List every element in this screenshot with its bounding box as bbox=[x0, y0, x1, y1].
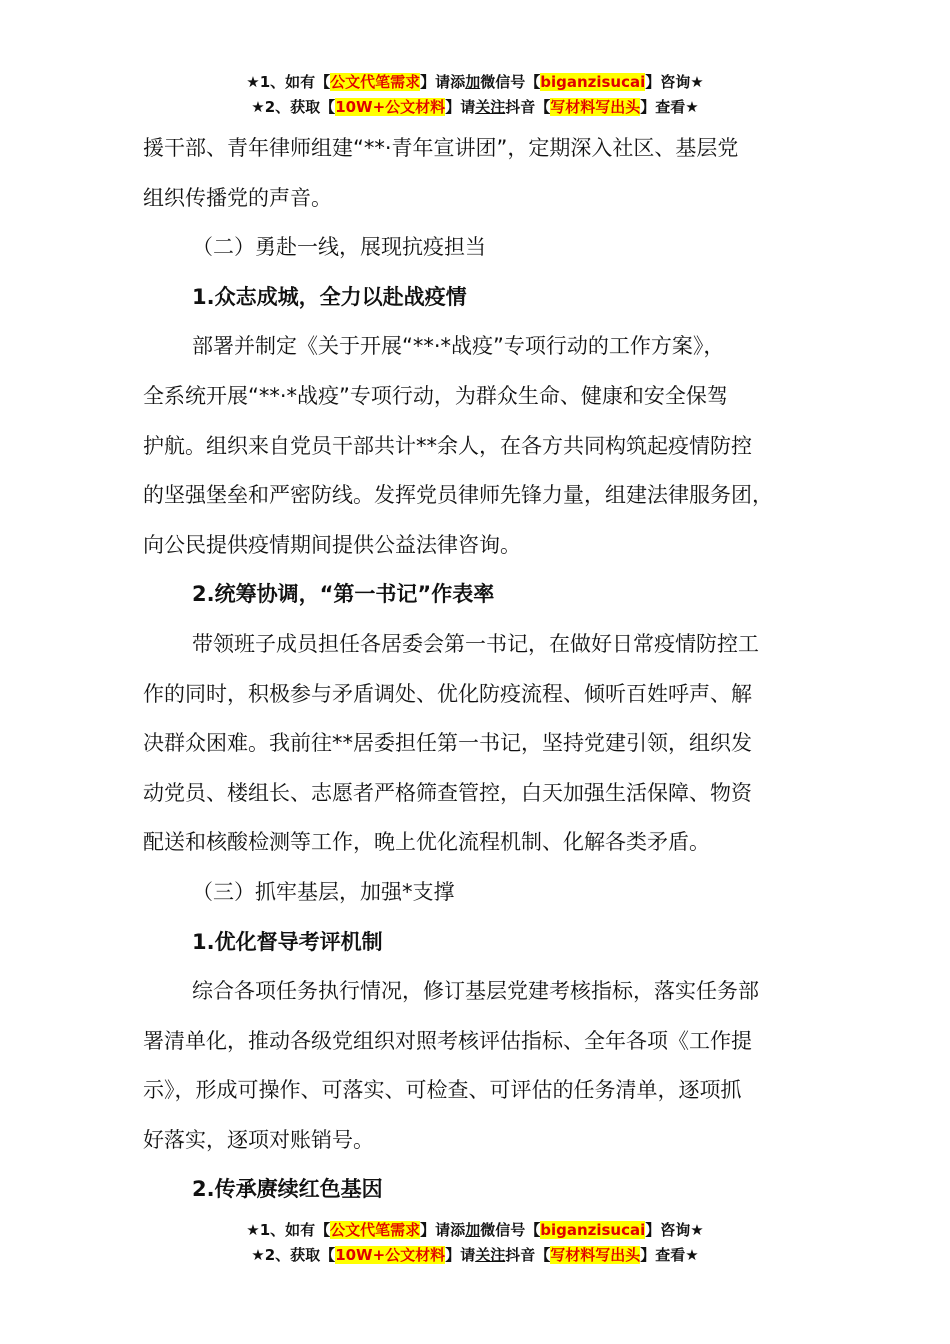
banner-wechat-id: biganzisucai bbox=[540, 1221, 646, 1239]
paragraph-line: 动党员、楼组长、志愿者严格筛查管控，白天加强生活保障、物资 bbox=[143, 780, 752, 805]
banner-text: 微信号【 bbox=[480, 73, 541, 91]
banner-text: 抖音【 bbox=[505, 98, 551, 116]
banner-text: 加 bbox=[465, 1221, 481, 1239]
section-title: （二）勇赴一线，展现抗疫担当 bbox=[192, 235, 486, 260]
paragraph-line: 的坚强堡垒和严密防线。发挥党员律师先锋力量，组建法律服务团， bbox=[143, 483, 773, 508]
banner-text: 】请添 bbox=[420, 73, 466, 91]
banner-douyin-id: 写材料写出头 bbox=[550, 98, 641, 116]
banner-text: ★2、获取【 bbox=[251, 98, 336, 116]
banner-line-2 bbox=[0, 95, 950, 120]
banner-douyin-id: 写材料写出头 bbox=[550, 1246, 641, 1264]
paragraph-line: 决群众困难。我前往**居委担任第一书记，坚持党建引领，组织发 bbox=[143, 731, 752, 756]
paragraph-line: 综合各项任务执行情况，修订基层党建考核指标，落实任务部 bbox=[192, 979, 759, 1004]
banner-text: 】咨询★ bbox=[645, 1221, 704, 1239]
paragraph-line: 带领班子成员担任各居委会第一书记，在做好日常疫情防控工 bbox=[192, 631, 759, 656]
banner-text: 】咨询★ bbox=[645, 73, 704, 91]
paragraph-line: 全系统开展“**·*战疫”专项行动，为群众生命、健康和安全保驾 bbox=[143, 383, 728, 408]
banner-line-1 bbox=[0, 70, 950, 95]
sub-heading: 1.众志成城，全力以赴战疫情 bbox=[192, 284, 467, 309]
paragraph-line: 援干部、青年律师组建“**·青年宣讲团”，定期深入社区、基层党 bbox=[143, 136, 739, 160]
banner-wechat-id: biganzisucai bbox=[540, 73, 646, 91]
banner-highlight: 10W+公文材料 bbox=[335, 98, 446, 116]
banner-line-2 bbox=[0, 1243, 950, 1268]
banner-text: 】请 bbox=[445, 1246, 476, 1264]
paragraph-line: 配送和核酸检测等工作，晚上优化流程机制、化解各类矛盾。 bbox=[143, 830, 710, 855]
paragraph-line: 护航。组织来自党员干部共计**余人，在各方共同构筑起疫情防控 bbox=[143, 433, 752, 458]
banner-text: 加 bbox=[465, 73, 481, 91]
banner-text: 微信号【 bbox=[480, 1221, 541, 1239]
banner-text: ★1、如有【 bbox=[246, 1221, 331, 1239]
banner-line-1 bbox=[0, 1218, 950, 1243]
banner-text: 】查看★ bbox=[640, 1246, 699, 1264]
banner-text: ★1、如有【 bbox=[246, 73, 331, 91]
paragraph-line: 示》，形成可操作、可落实、可检查、可评估的任务清单，逐项抓 bbox=[143, 1078, 742, 1103]
banner-text: ★2、获取【 bbox=[251, 1246, 336, 1264]
paragraph-line: 署清单化，推动各级党组织对照考核评估指标、全年各项《工作提 bbox=[143, 1028, 752, 1053]
banner-text: 】请添 bbox=[420, 1221, 466, 1239]
banner-highlight: 公文代笔需求 bbox=[330, 1221, 421, 1239]
section-title: （三）抓牢基层，加强*支撑 bbox=[192, 879, 455, 904]
document-body bbox=[143, 124, 823, 1215]
paragraph-line: 好落实，逐项对账销号。 bbox=[143, 1127, 374, 1152]
header-banner bbox=[0, 70, 950, 120]
banner-text: 抖音【 bbox=[505, 1246, 551, 1264]
banner-text: 关注 bbox=[475, 98, 506, 116]
paragraph-line: 部署并制定《关于开展“**·*战疫”专项行动的工作方案》， bbox=[192, 334, 725, 359]
banner-highlight: 10W+公文材料 bbox=[335, 1246, 446, 1264]
paragraph-line: 作的同时，积极参与矛盾调处、优化防疫流程、倾听百姓呼声、解 bbox=[143, 681, 752, 706]
sub-heading: 2.统筹协调，“第一书记”作表率 bbox=[192, 582, 495, 607]
sub-heading: 1.优化督导考评机制 bbox=[192, 929, 383, 954]
banner-text: 关注 bbox=[475, 1246, 506, 1264]
paragraph-line: 组织传播党的声音。 bbox=[143, 185, 332, 210]
banner-text: 】查看★ bbox=[640, 98, 699, 116]
banner-highlight: 公文代笔需求 bbox=[330, 73, 421, 91]
footer-banner bbox=[0, 1218, 950, 1268]
paragraph-line: 向公民提供疫情期间提供公益法律咨询。 bbox=[143, 532, 521, 557]
sub-heading: 2.传承赓续红色基因 bbox=[192, 1177, 383, 1202]
banner-text: 】请 bbox=[445, 98, 476, 116]
